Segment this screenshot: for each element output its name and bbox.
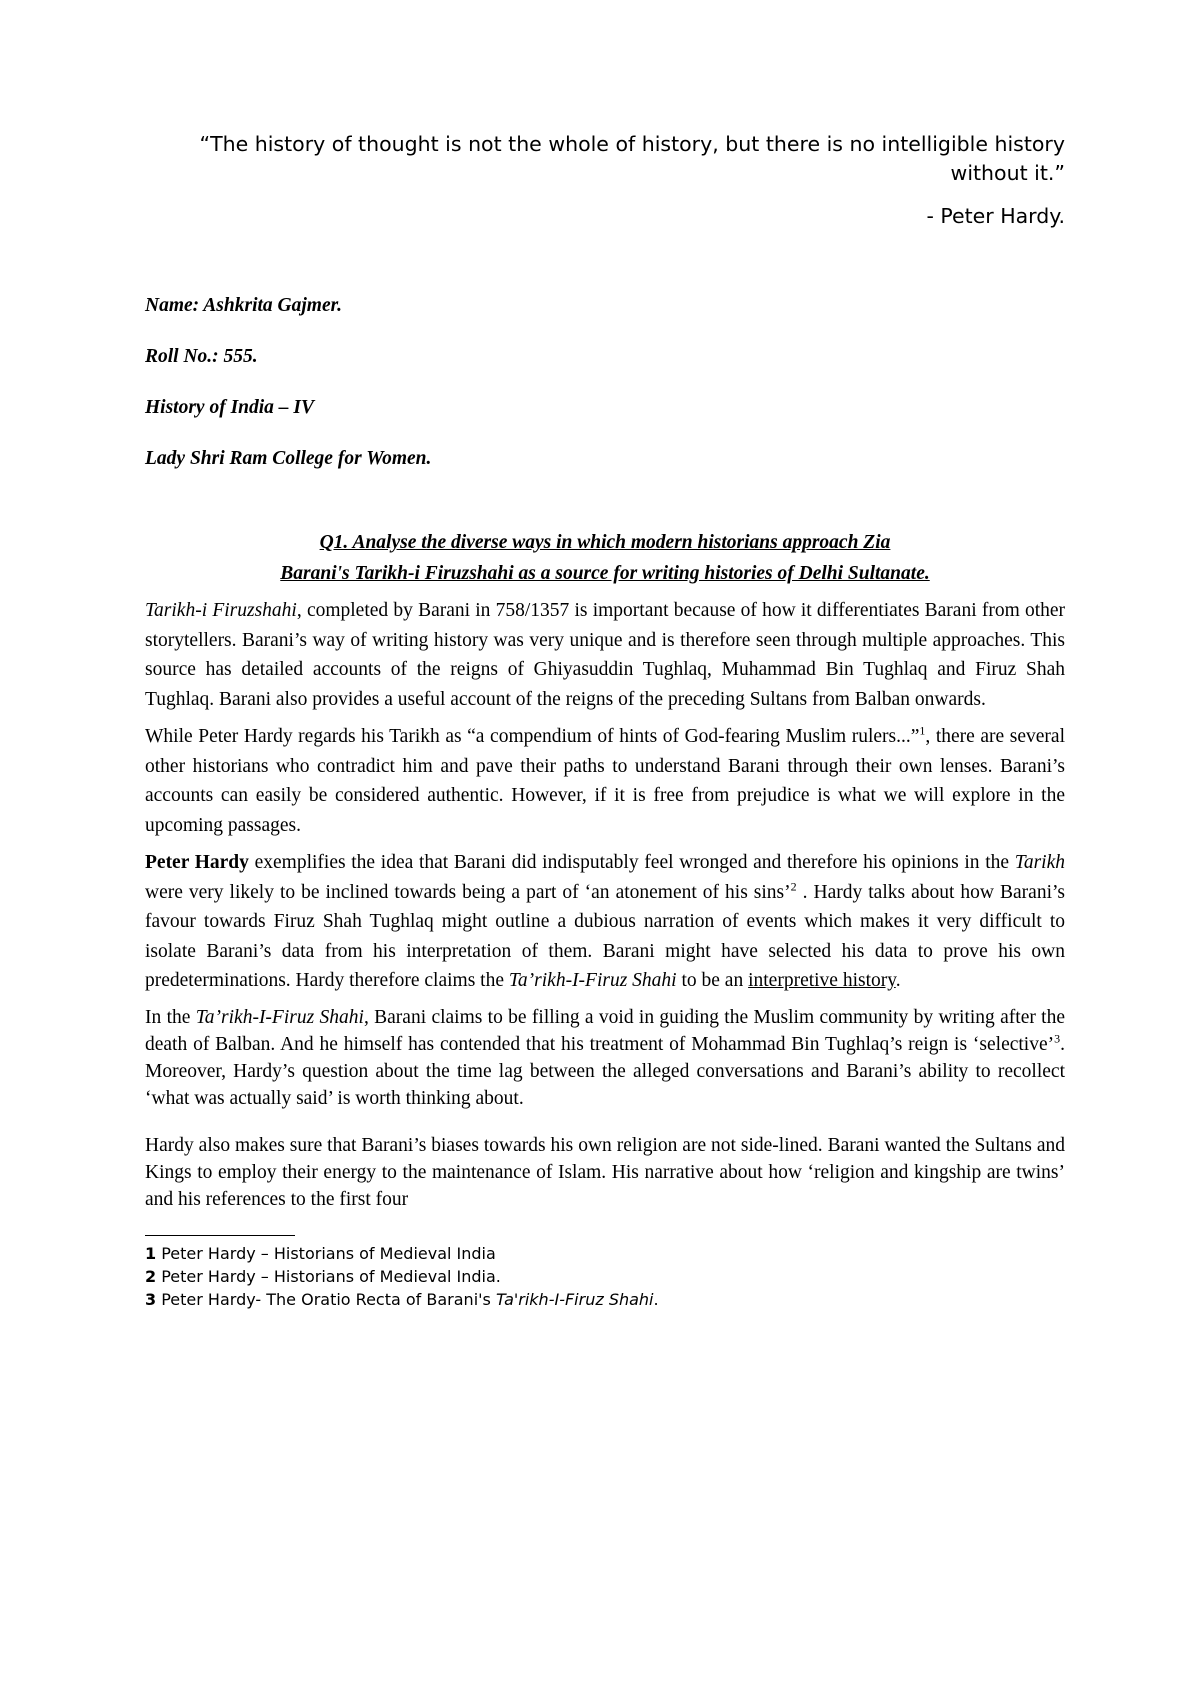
epigraph-quote: “The history of thought is not the whole of history, but there is no intelligible history without it.”: [199, 132, 1065, 185]
paragraph-3-text-e: .: [895, 970, 901, 991]
footnote-number: 3: [145, 1289, 157, 1309]
paragraph-4: [145, 1004, 1065, 1112]
footnote-text: Peter Hardy- The Oratio Recta of Barani's: [156, 1289, 496, 1309]
tarikh-italic: Tarikh: [1014, 852, 1065, 873]
source-title-italic: Ta’rikh-I-Firuz Shahi: [195, 1006, 364, 1028]
footnote-title-italic: Ta'rikh-I-Firuz Shahi: [495, 1289, 654, 1309]
footnote-number: 1: [145, 1243, 157, 1263]
footnote-ref-3[interactable]: 3: [1054, 1031, 1061, 1045]
peter-hardy-bold: Peter Hardy: [145, 852, 249, 873]
interpretive-history-underline: interpretive history: [748, 970, 896, 991]
course-name: History of India – IV: [145, 397, 315, 418]
paragraph-4-text-a: In the: [145, 1006, 196, 1028]
footnote-1: [145, 1242, 1065, 1265]
footnote-3: [145, 1288, 1065, 1311]
footnote-end: .: [653, 1289, 659, 1309]
paragraph-5: Hardy also makes sure that Barani’s biases towards his own religion are not side-lined. Barani wanted the Sultans and Kings to employ their energy to the maintenance of Islam. His narrative about how ‘religion and kingship are twins’ and his references to the first four: [145, 1134, 1065, 1210]
question-heading: [145, 527, 1065, 589]
paragraph-3-text-a: exemplifies the idea that Barani did indisputably feel wronged and therefore his opinions in the: [248, 852, 1015, 873]
footnote-2: [145, 1265, 1065, 1288]
paragraph-2-text-a: While Peter Hardy regards his Tarikh as “a compendium of hints of God-fearing Muslim rulers...”: [145, 726, 920, 747]
footnote-ref-2[interactable]: 2: [790, 879, 797, 893]
paragraph-3: [145, 848, 1065, 996]
paragraph-2: [145, 722, 1065, 840]
question-line-1: Q1. Analyse the diverse ways in which modern historians approach Zia: [319, 532, 891, 553]
epigraph-author: - Peter Hardy.: [926, 204, 1065, 228]
paragraph-3-text-c: . Hardy talks about how Barani’s favour towards Firuz Shah Tughlaq might outline a dubious narration of events which makes it very difficult to isolate Barani’s data from his interpretation of them. Barani might have selected his data to prove his own predeterminations. Hardy therefore claims the: [145, 881, 1065, 991]
source-title: Tarikh-i Firuzshahi: [145, 600, 297, 621]
paragraph-4-text-c: . Moreover, Hardy’s question about the time lag between the alleged conversations and Barani’s ability to recollect ‘what was actually said’ is worth thinking about.: [145, 1033, 1065, 1109]
paragraph-2-text-b: , there are several other historians who contradict him and pave their paths to understand Barani through their own lenses. Barani’s accounts can easily be considered authentic. However, if it is free from prejudice is what we will explore in the upcoming passages.: [145, 726, 1065, 836]
roll-number: Roll No.: 555.: [145, 346, 258, 367]
footnote-number: 2: [145, 1266, 157, 1286]
footnote-text: Peter Hardy – Historians of Medieval India: [156, 1243, 496, 1263]
paragraph-3-text-b: were very likely to be inclined towards being a part of ‘an atonement of his sins’: [145, 881, 791, 903]
footnote-divider: [145, 1235, 295, 1236]
footnote-ref-1[interactable]: 1: [919, 723, 926, 738]
footnote-text: Peter Hardy – Historians of Medieval India.: [156, 1266, 501, 1286]
paragraph-1-text: , completed by Barani in 758/1357 is important because of how it differentiates Barani from other storytellers. Barani’s way of writing history was very unique and is therefore seen through multiple approaches. This source has detailed accounts of the reigns of Ghiyasuddin Tughlaq, Muhammad Bin Tughlaq and Firuz Shah Tughlaq. Barani also provides a useful account of the reigns of the preceding Sultans from Balban onwards.: [145, 600, 1066, 710]
source-title-italic: Ta’rikh-I-Firuz Shahi: [508, 970, 677, 991]
paragraph-1: [145, 596, 1065, 714]
paragraph-3-text-d: to be an: [676, 970, 749, 991]
paragraph-4-text-b: , Barani claims to be filling a void in guiding the Muslim community by writing after the death of Balban. And he himself has contended that his treatment of Mohammad Bin Tughlaq’s reign is ‘selective’: [145, 1006, 1065, 1055]
document-page: [145, 130, 1065, 1311]
student-name: Name: Ashkrita Gajmer.: [145, 295, 342, 316]
question-line-2: Barani's Tarikh-i Firuzshahi as a source for writing histories of Delhi Sultanate.: [280, 563, 930, 584]
college-name: Lady Shri Ram College for Women.: [145, 448, 432, 469]
